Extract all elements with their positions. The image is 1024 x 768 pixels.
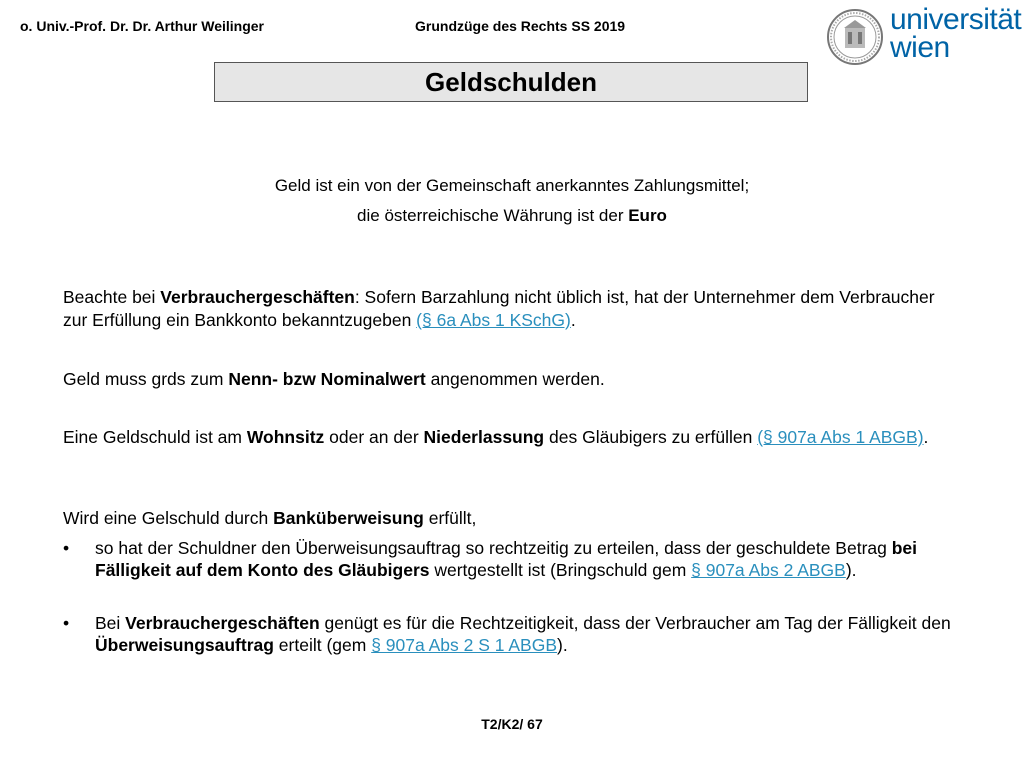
university-logo <box>826 3 1022 68</box>
text: wertgestellt ist (Bringschuld gem <box>429 560 692 580</box>
bold-term: Nenn- bzw Nominalwert <box>228 369 426 389</box>
intro-line-2 <box>0 206 1024 226</box>
wordmark-line1: universität <box>890 3 1022 36</box>
page-number: T2/K2/ 67 <box>481 716 543 732</box>
bold-term: bei Fälligkeit auf dem Konto des Gläubigers <box>95 538 918 580</box>
paragraph-nominalwert <box>63 368 963 391</box>
bold-term: Wohnsitz <box>246 427 325 447</box>
text: des Gläubigers zu erfüllen <box>544 427 758 447</box>
bold-term: Banküberweisung <box>273 508 424 528</box>
text: Eine Geldschuld ist am <box>63 427 247 447</box>
text: so hat der Schuldner den Überweisungsauftrag so rechtzeitig zu erteilen, dass der geschuldete Betrag <box>95 538 892 558</box>
text: genügt es für die Rechtzeitigkeit, dass der Verbraucher am Tag der Fälligkeit den <box>319 613 951 633</box>
bullet-text-2 <box>95 612 963 656</box>
paragraph-erfuellungsort <box>63 426 963 449</box>
university-wordmark <box>890 3 1022 64</box>
ref-link-907a-abs1[interactable]: (§ 907a Abs 1 ABGB) <box>757 427 924 447</box>
bold-term: Überweisungsauftrag <box>95 635 274 655</box>
paragraph-bankueberweisung <box>63 507 963 530</box>
bold-term: Verbrauchergeschäften <box>125 613 320 633</box>
intro-euro: Euro <box>628 206 667 225</box>
ref-link-kschg[interactable]: (§ 6a Abs 1 KSchG) <box>416 310 571 330</box>
bullet-icon: • <box>63 538 70 558</box>
text: : Sofern Barzahlung nicht üblich ist, hat der Unternehmer dem Verbraucher zur Erfüllung ein Bankkonto bekanntzugeben <box>63 287 935 330</box>
text: angenommen werden. <box>425 369 605 389</box>
bullet-text-1 <box>95 537 963 581</box>
wordmark-line2: wien <box>890 31 950 64</box>
text: oder an der <box>324 427 424 447</box>
bold-term: Niederlassung <box>423 427 545 447</box>
header-course: Grundzüge des Rechts SS 2019 <box>415 18 626 34</box>
text: Wird eine Gelschuld durch <box>63 508 274 528</box>
bullet-item-2 <box>63 612 963 656</box>
text: . <box>570 310 576 330</box>
text: Beachte bei <box>63 287 161 307</box>
bullet-item-1 <box>63 537 963 581</box>
ref-link-907a-abs2-s1[interactable]: § 907a Abs 2 S 1 ABGB <box>371 635 558 655</box>
text: Bei <box>95 613 126 633</box>
text: ). <box>845 560 857 580</box>
bullet-icon: • <box>63 613 70 633</box>
intro-line-1: Geld ist ein von der Gemeinschaft anerkanntes Zahlungsmittel; <box>274 176 750 195</box>
header-author: o. Univ.-Prof. Dr. Dr. Arthur Weilinger <box>20 18 264 34</box>
text: erteilt (gem <box>273 635 372 655</box>
intro-line-2-text: die österreichische Währung ist der <box>357 206 629 225</box>
slide-title: Geldschulden <box>214 62 808 102</box>
text: Geld muss grds zum <box>63 369 229 389</box>
university-seal-icon <box>826 8 884 66</box>
text: erfüllt, <box>423 508 477 528</box>
paragraph-verbraucher-bankkonto <box>63 286 963 332</box>
text: . <box>923 427 929 447</box>
ref-link-907a-abs2[interactable]: § 907a Abs 2 ABGB <box>691 560 846 580</box>
text: ). <box>557 635 568 655</box>
bold-term: Verbrauchergeschäften <box>160 287 355 307</box>
